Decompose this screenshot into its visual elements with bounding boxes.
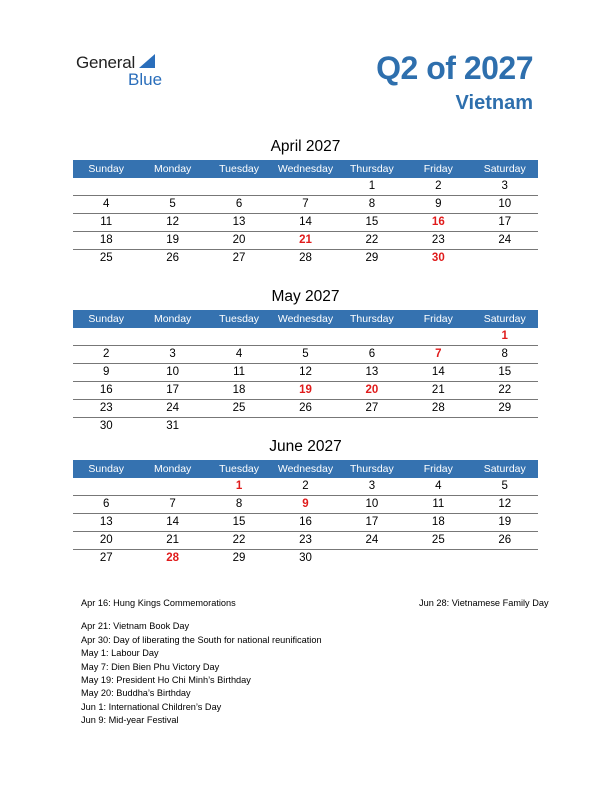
weekday-label: Friday xyxy=(423,163,453,175)
day-cell xyxy=(206,328,272,345)
day-cell: 14 xyxy=(431,366,445,378)
day-cell: 24 xyxy=(498,234,512,246)
day-cell xyxy=(339,328,405,345)
weekday-header xyxy=(73,160,538,178)
day-cell: 11 xyxy=(233,366,246,378)
day-cell xyxy=(73,478,139,495)
day-cell: 4 xyxy=(435,480,442,492)
weekday-label: Tuesday xyxy=(219,163,259,175)
day-cell: 9 xyxy=(103,366,110,378)
week-row xyxy=(73,328,538,346)
day-cell xyxy=(472,418,538,435)
weekday-label: Saturday xyxy=(483,313,526,325)
day-cell: 25 xyxy=(431,534,445,546)
day-cell: 6 xyxy=(368,348,376,360)
weekday-label: Thursday xyxy=(350,463,394,475)
day-cell: 30 xyxy=(299,552,312,564)
weekday-label: Sunday xyxy=(88,313,125,325)
day-cell: 3 xyxy=(501,180,508,192)
day-cell: 27 xyxy=(365,402,379,414)
day-cell: 14 xyxy=(166,516,180,528)
weekday-label: Thursday xyxy=(350,313,394,325)
holiday-item: Jun 9: Mid-year Festival xyxy=(81,715,179,726)
day-cell: 29 xyxy=(365,252,379,264)
day-cell: 10 xyxy=(498,198,512,210)
day-cell xyxy=(206,178,272,195)
day-cell: 7 xyxy=(302,198,309,210)
day-cell xyxy=(272,178,338,195)
day-cell: 11 xyxy=(100,216,113,228)
day-cell xyxy=(339,418,405,435)
day-cell: 22 xyxy=(232,534,246,546)
day-cell: 16 xyxy=(299,516,312,528)
month-may xyxy=(73,287,538,435)
weekday-label: Wednesday xyxy=(277,163,334,175)
weekday-label: Saturday xyxy=(483,463,526,475)
week-row xyxy=(73,196,538,214)
day-cell: 7 xyxy=(435,348,442,360)
week-row xyxy=(73,250,538,267)
day-cell: 23 xyxy=(431,234,445,246)
weekday-label: Monday xyxy=(153,163,192,175)
day-cell: 1 xyxy=(368,180,376,192)
weekday-label: Tuesday xyxy=(219,313,259,325)
day-cell: 8 xyxy=(235,498,243,510)
day-cell: 4 xyxy=(235,348,243,360)
day-cell: 30 xyxy=(99,420,113,432)
day-cell: 14 xyxy=(299,216,312,228)
day-cell: 3 xyxy=(169,348,176,360)
holiday-item: May 19: President Ho Chi Minh’s Birthday xyxy=(81,675,251,686)
week-row xyxy=(73,346,538,364)
day-cell: 11 xyxy=(432,498,445,510)
holiday-list xyxy=(81,597,401,728)
day-cell: 26 xyxy=(166,252,180,264)
day-cell xyxy=(139,328,205,345)
day-cell: 24 xyxy=(365,534,379,546)
day-cell: 1 xyxy=(235,480,243,492)
weekday-label: Tuesday xyxy=(219,463,259,475)
day-cell: 9 xyxy=(302,498,309,510)
day-cell: 5 xyxy=(169,198,176,210)
weekday-label: Sunday xyxy=(88,463,125,475)
week-row xyxy=(73,364,538,382)
day-cell: 17 xyxy=(166,384,180,396)
week-row xyxy=(73,418,538,435)
weekday-header xyxy=(73,460,538,478)
day-cell xyxy=(339,550,405,567)
day-cell: 23 xyxy=(299,534,312,546)
day-cell: 21 xyxy=(431,384,445,396)
week-row xyxy=(73,400,538,418)
weekday-label: Friday xyxy=(423,463,453,475)
week-row xyxy=(73,178,538,196)
holiday-item: Apr 21: Vietnam Book Day xyxy=(81,621,190,632)
day-cell: 29 xyxy=(498,402,512,414)
day-cell xyxy=(73,178,139,195)
week-row xyxy=(73,232,538,250)
month-grid xyxy=(73,178,538,267)
day-cell: 15 xyxy=(365,216,379,228)
day-cell: 27 xyxy=(232,252,246,264)
day-cell: 8 xyxy=(368,198,376,210)
day-cell: 13 xyxy=(232,216,246,228)
day-cell: 7 xyxy=(169,498,176,510)
day-cell: 19 xyxy=(498,516,512,528)
day-cell: 6 xyxy=(235,198,243,210)
day-cell: 21 xyxy=(166,534,180,546)
weekday-label: Monday xyxy=(153,313,192,325)
day-cell: 27 xyxy=(99,552,113,564)
holiday-item: Jun 28: Vietnamese Family Day xyxy=(419,598,549,608)
day-cell: 30 xyxy=(431,252,445,264)
day-cell: 15 xyxy=(232,516,246,528)
day-cell xyxy=(272,328,338,345)
day-cell: 16 xyxy=(99,384,113,396)
day-cell xyxy=(405,418,471,435)
day-cell: 25 xyxy=(99,252,113,264)
holiday-item: Apr 16: Hung Kings Commemorations xyxy=(81,598,236,608)
day-cell xyxy=(272,418,338,435)
day-cell: 29 xyxy=(232,552,246,564)
logo-triangle-icon xyxy=(139,54,155,68)
day-cell: 21 xyxy=(299,234,312,246)
logo xyxy=(76,52,186,92)
day-cell: 3 xyxy=(368,480,376,492)
day-cell: 23 xyxy=(99,402,113,414)
month-april xyxy=(73,137,538,267)
month-grid xyxy=(73,478,538,567)
day-cell: 26 xyxy=(299,402,312,414)
day-cell: 19 xyxy=(166,234,180,246)
day-cell: 18 xyxy=(232,384,246,396)
week-row xyxy=(73,478,538,496)
day-cell: 5 xyxy=(302,348,309,360)
weekday-header xyxy=(73,310,538,328)
day-cell: 20 xyxy=(365,384,379,396)
weekday-label: Thursday xyxy=(350,163,394,175)
holiday-item: May 7: Dien Bien Phu Victory Day xyxy=(81,661,220,672)
day-cell: 22 xyxy=(498,384,512,396)
day-cell: 4 xyxy=(103,198,110,210)
weekday-label: Wednesday xyxy=(277,313,334,325)
month-june xyxy=(73,437,538,567)
day-cell: 22 xyxy=(365,234,379,246)
day-cell: 18 xyxy=(431,516,445,528)
day-cell: 6 xyxy=(103,498,110,510)
day-cell xyxy=(139,178,205,195)
day-cell xyxy=(405,328,471,345)
holiday-list-right xyxy=(419,597,549,610)
day-cell xyxy=(139,478,205,495)
logo-word-general: General xyxy=(76,53,136,72)
week-row xyxy=(73,550,538,567)
week-row xyxy=(73,496,538,514)
day-cell: 2 xyxy=(302,480,309,492)
week-row xyxy=(73,532,538,550)
day-cell: 5 xyxy=(501,480,508,492)
day-cell: 28 xyxy=(166,552,180,564)
page-title: Q2 of 2027 xyxy=(376,50,533,86)
day-cell xyxy=(405,550,471,567)
holiday-item: May 20: Buddha’s Birthday xyxy=(81,688,191,699)
day-cell: 24 xyxy=(166,402,180,414)
day-cell: 18 xyxy=(99,234,113,246)
country-title: Vietnam xyxy=(455,92,533,114)
month-title: June 2027 xyxy=(269,438,342,455)
day-cell: 12 xyxy=(166,216,180,228)
day-cell: 13 xyxy=(365,366,379,378)
logo-word-blue: Blue xyxy=(128,70,163,89)
day-cell xyxy=(73,328,139,345)
weekday-label: Friday xyxy=(423,313,453,325)
day-cell: 20 xyxy=(99,534,113,546)
day-cell: 10 xyxy=(365,498,379,510)
week-row xyxy=(73,514,538,532)
day-cell xyxy=(472,550,538,567)
day-cell: 9 xyxy=(435,198,442,210)
week-row xyxy=(73,382,538,400)
holiday-item: Jun 1: International Children’s Day xyxy=(81,701,222,712)
day-cell: 17 xyxy=(365,516,379,528)
day-cell: 16 xyxy=(431,216,445,228)
day-cell: 13 xyxy=(99,516,113,528)
weekday-label: Sunday xyxy=(88,163,125,175)
day-cell: 10 xyxy=(166,366,180,378)
week-row xyxy=(73,214,538,232)
day-cell: 15 xyxy=(498,366,512,378)
day-cell: 19 xyxy=(299,384,312,396)
day-cell: 17 xyxy=(498,216,512,228)
day-cell: 12 xyxy=(498,498,512,510)
month-grid xyxy=(73,328,538,435)
day-cell: 2 xyxy=(103,348,110,360)
day-cell: 20 xyxy=(232,234,246,246)
day-cell xyxy=(206,418,272,435)
day-cell: 26 xyxy=(498,534,512,546)
weekday-label: Wednesday xyxy=(277,463,334,475)
holiday-item: Apr 30: Day of liberating the South for national reunification xyxy=(81,634,322,645)
weekday-label: Monday xyxy=(153,463,192,475)
month-title: May 2027 xyxy=(271,288,340,305)
day-cell: 28 xyxy=(299,252,312,264)
day-cell: 31 xyxy=(166,420,180,432)
day-cell: 2 xyxy=(435,180,442,192)
day-cell: 25 xyxy=(232,402,246,414)
day-cell xyxy=(472,250,538,267)
holiday-item: May 1: Labour Day xyxy=(81,648,159,659)
day-cell: 12 xyxy=(299,366,312,378)
day-cell: 8 xyxy=(501,348,508,360)
month-title: April 2027 xyxy=(270,138,341,155)
day-cell: 28 xyxy=(431,402,445,414)
weekday-label: Saturday xyxy=(483,163,526,175)
day-cell: 1 xyxy=(501,330,508,342)
